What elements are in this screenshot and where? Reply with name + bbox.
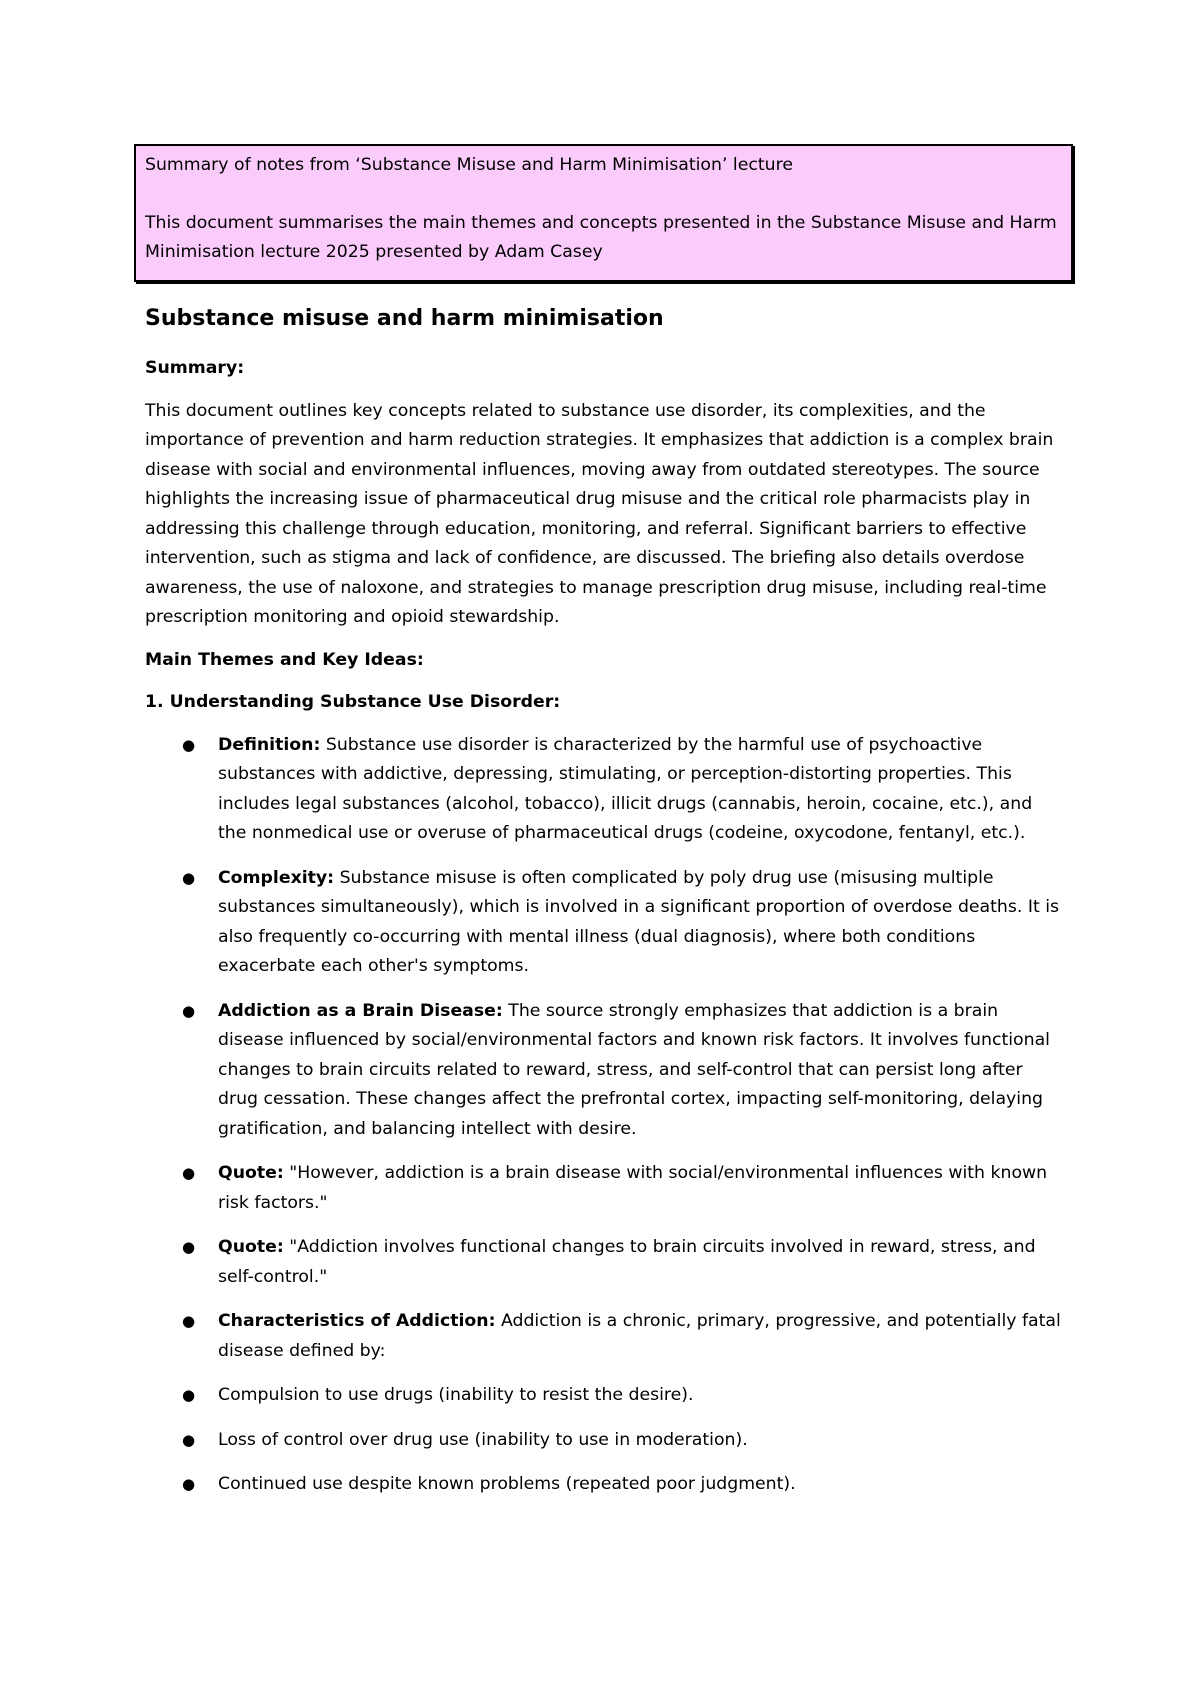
bullet-text: "Addiction involves functional changes to brain circuits involved in reward, stress, and self-control." xyxy=(218,1237,1036,1287)
bullet-text: Substance use disorder is characterized by the harmful use of psychoactive substances with addictive, depressing, stimulating, or perception-distorting properties. This includes legal substances (alcohol, tobacco), illicit drugs (cannabis, heroin, cocaine, etc.), and the nonmedical use or overuse of pharmaceutical drugs (codeine, oxycodone, fentanyl, etc.). xyxy=(218,734,1033,843)
list-item xyxy=(145,1381,1065,1411)
document-body xyxy=(145,302,1065,1515)
list-item xyxy=(145,1159,1065,1218)
bullet-icon: ● xyxy=(182,1386,196,1404)
bullet-text: Compulsion to use drugs (inability to resist the desire). xyxy=(218,1385,694,1405)
bullet-term: Characteristics of Addiction: xyxy=(218,1311,496,1331)
bullet-icon: ● xyxy=(182,1001,196,1020)
header-summary-box xyxy=(134,144,1073,282)
bullet-list xyxy=(145,731,1065,1500)
summary-text: This document outlines key concepts related to substance use disorder, its complexities, and the importance of prevention and harm reduction strategies. It emphasizes that addiction is a complex brain disease with social and environmental influences, moving away from outdated stereotypes. The source highlights the increasing issue of pharmaceutical drug misuse and the critical role pharmacists play in addressing this challenge through education, monitoring, and referral. Significant barriers to effective intervention, such as stigma and lack of confidence, are discussed. The briefing also details overdose awareness, the use of naloxone, and strategies to manage prescription drug misuse, including real-time prescription monitoring and opioid stewardship. xyxy=(145,400,1054,627)
bullet-icon: ● xyxy=(182,1164,196,1182)
bullet-text: Loss of control over drug use (inability to use in moderation). xyxy=(218,1429,748,1450)
bullet-term: Definition: xyxy=(218,734,321,755)
bullet-icon: ● xyxy=(182,1475,196,1493)
header-gap xyxy=(145,180,1062,209)
bullet-text: Addiction is a chronic, primary, progressive, and potentially fatal disease defined by: xyxy=(218,1311,1061,1361)
themes-label: Main Themes and Key Ideas: xyxy=(145,649,424,670)
bullet-icon: ● xyxy=(182,1312,196,1330)
list-item xyxy=(145,1470,1065,1500)
bullet-text: Substance misuse is often complicated by poly drug use (misusing multiple substances simultaneously), which is involved in a significant proportion of overdose deaths. It is also frequently co-occurring with mental illness (dual diagnosis), where both conditions exacerbate each other's symptoms. xyxy=(218,867,1060,976)
bullet-text: The source strongly emphasizes that addiction is a brain disease influenced by social/environmental factors and known risk factors. It involves functional changes to brain circuits related to reward, stress, and self-control that can persist long after drug cessation. These changes affect the prefrontal cortex, impacting self-monitoring, delaying gratification, and balancing intellect with desire. xyxy=(218,1000,1050,1139)
section-1-heading: 1. Understanding Substance Use Disorder: xyxy=(145,692,561,712)
list-item xyxy=(145,1307,1065,1366)
bullet-icon: ● xyxy=(182,1238,196,1256)
list-item xyxy=(145,864,1065,982)
list-item xyxy=(145,1233,1065,1292)
header-line-1: Summary of notes from ‘Substance Misuse and Harm Minimisation’ lecture xyxy=(145,155,793,175)
header-line-2: This document summarises the main themes and concepts presented in the Substance Misuse and Harm Minimisation lecture 2025 presented by Adam Casey xyxy=(145,213,1057,262)
bullet-icon: ● xyxy=(182,735,196,754)
bullet-icon: ● xyxy=(182,1430,196,1449)
list-item xyxy=(145,997,1065,1145)
bullet-term: Complexity: xyxy=(218,867,335,888)
bullet-term: Quote: xyxy=(218,1237,284,1257)
bullet-icon: ● xyxy=(182,868,196,887)
list-item xyxy=(145,1426,1065,1456)
summary-label: Summary: xyxy=(145,358,245,378)
bullet-term: Addiction as a Brain Disease: xyxy=(218,1000,503,1021)
bullet-text: Continued use despite known problems (repeated poor judgment). xyxy=(218,1474,796,1494)
document-title: Substance misuse and harm minimisation xyxy=(145,306,664,331)
bullet-text: "However, addiction is a brain disease with social/environmental influences with known risk factors." xyxy=(218,1163,1048,1213)
list-item xyxy=(145,731,1065,849)
bullet-term: Quote: xyxy=(218,1163,284,1183)
